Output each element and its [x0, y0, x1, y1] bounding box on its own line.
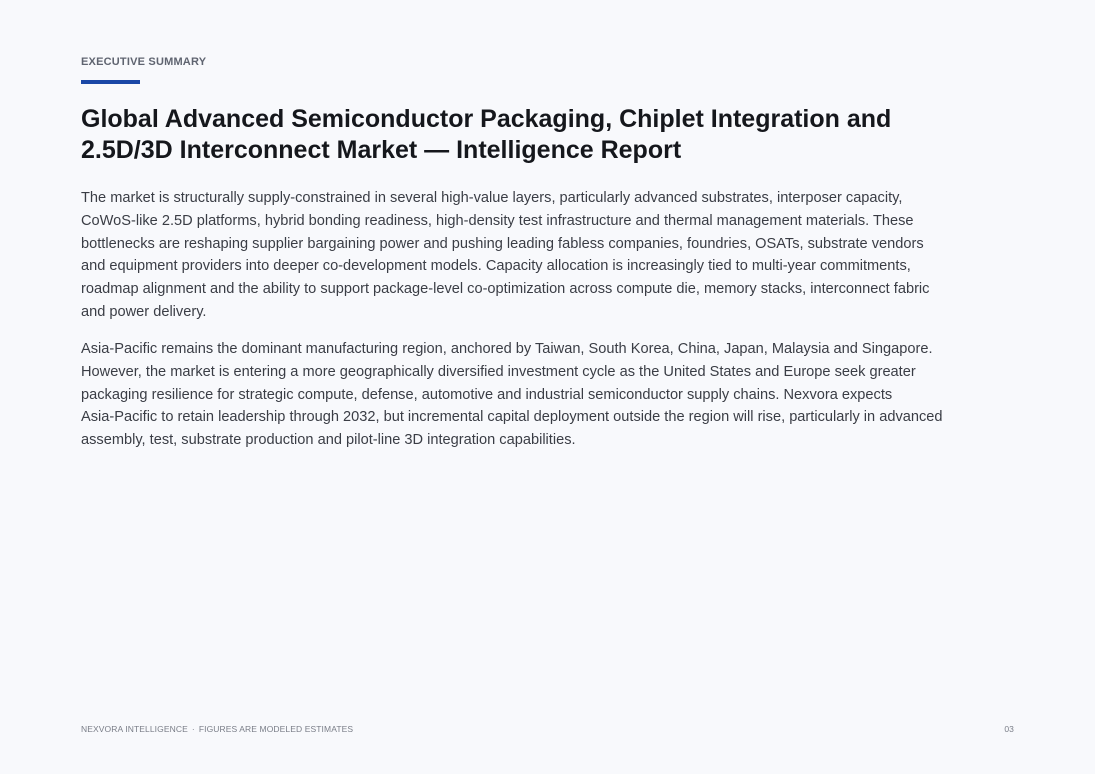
footer-note: FIGURES ARE MODELED ESTIMATES: [198, 724, 354, 734]
paragraph-line: and power delivery.: [81, 303, 207, 320]
footer-separator: ·: [191, 724, 195, 734]
footer-left: [81, 724, 353, 734]
section-eyebrow: EXECUTIVE SUMMARY: [81, 56, 207, 68]
title-line: 2.5D/3D Interconnect Market — Intelligence Report: [81, 136, 682, 164]
footer-brand: NEXVORA INTELLIGENCE: [81, 724, 188, 734]
paragraph-line: Asia-Pacific to retain leadership through 2032, but incremental capital deployment outside the region will rise, particularly in advanced: [81, 409, 943, 426]
title-line: Global Advanced Semiconductor Packaging, Chiplet Integration and: [81, 105, 892, 133]
page-title: [81, 104, 1016, 166]
summary-paragraph-1: [81, 187, 1016, 324]
paragraph-line: Asia-Pacific remains the dominant manufacturing region, anchored by Taiwan, South Korea, China, Japan, Malaysia and Singapore.: [81, 341, 933, 357]
report-page: [81, 0, 1016, 774]
paragraph-line: roadmap alignment and the ability to support package-level co-optimization across compute die, memory stacks, interconnect fabric: [81, 281, 930, 298]
paragraph-line: assembly, test, substrate production and pilot-line 3D integration capabilities.: [81, 432, 576, 449]
paragraph-line: packaging resilience for strategic compute, defense, automotive and industrial semiconductor supply chains. Nexvora expects: [81, 386, 893, 403]
summary-paragraph-2: [81, 338, 1016, 452]
page-number: 03: [1004, 724, 1014, 734]
paragraph-line: bottlenecks are reshaping supplier bargaining power and pushing leading fabless companies, foundries, OSATs, substrate vendors: [81, 235, 924, 252]
accent-rule: [81, 80, 140, 84]
paragraph-line: However, the market is entering a more geographically diversified investment cycle as the United States and Europe seek greater: [81, 363, 916, 380]
paragraph-line: and equipment providers into deeper co-development models. Capacity allocation is increasingly tied to multi-year commitments,: [81, 258, 911, 275]
paragraph-line: The market is structurally supply-constrained in several high-value layers, particularly advanced substrates, interposer capacity,: [81, 190, 903, 206]
paragraph-line: CoWoS-like 2.5D platforms, hybrid bonding readiness, high-density test infrastructure and thermal management materials. These: [81, 212, 914, 229]
